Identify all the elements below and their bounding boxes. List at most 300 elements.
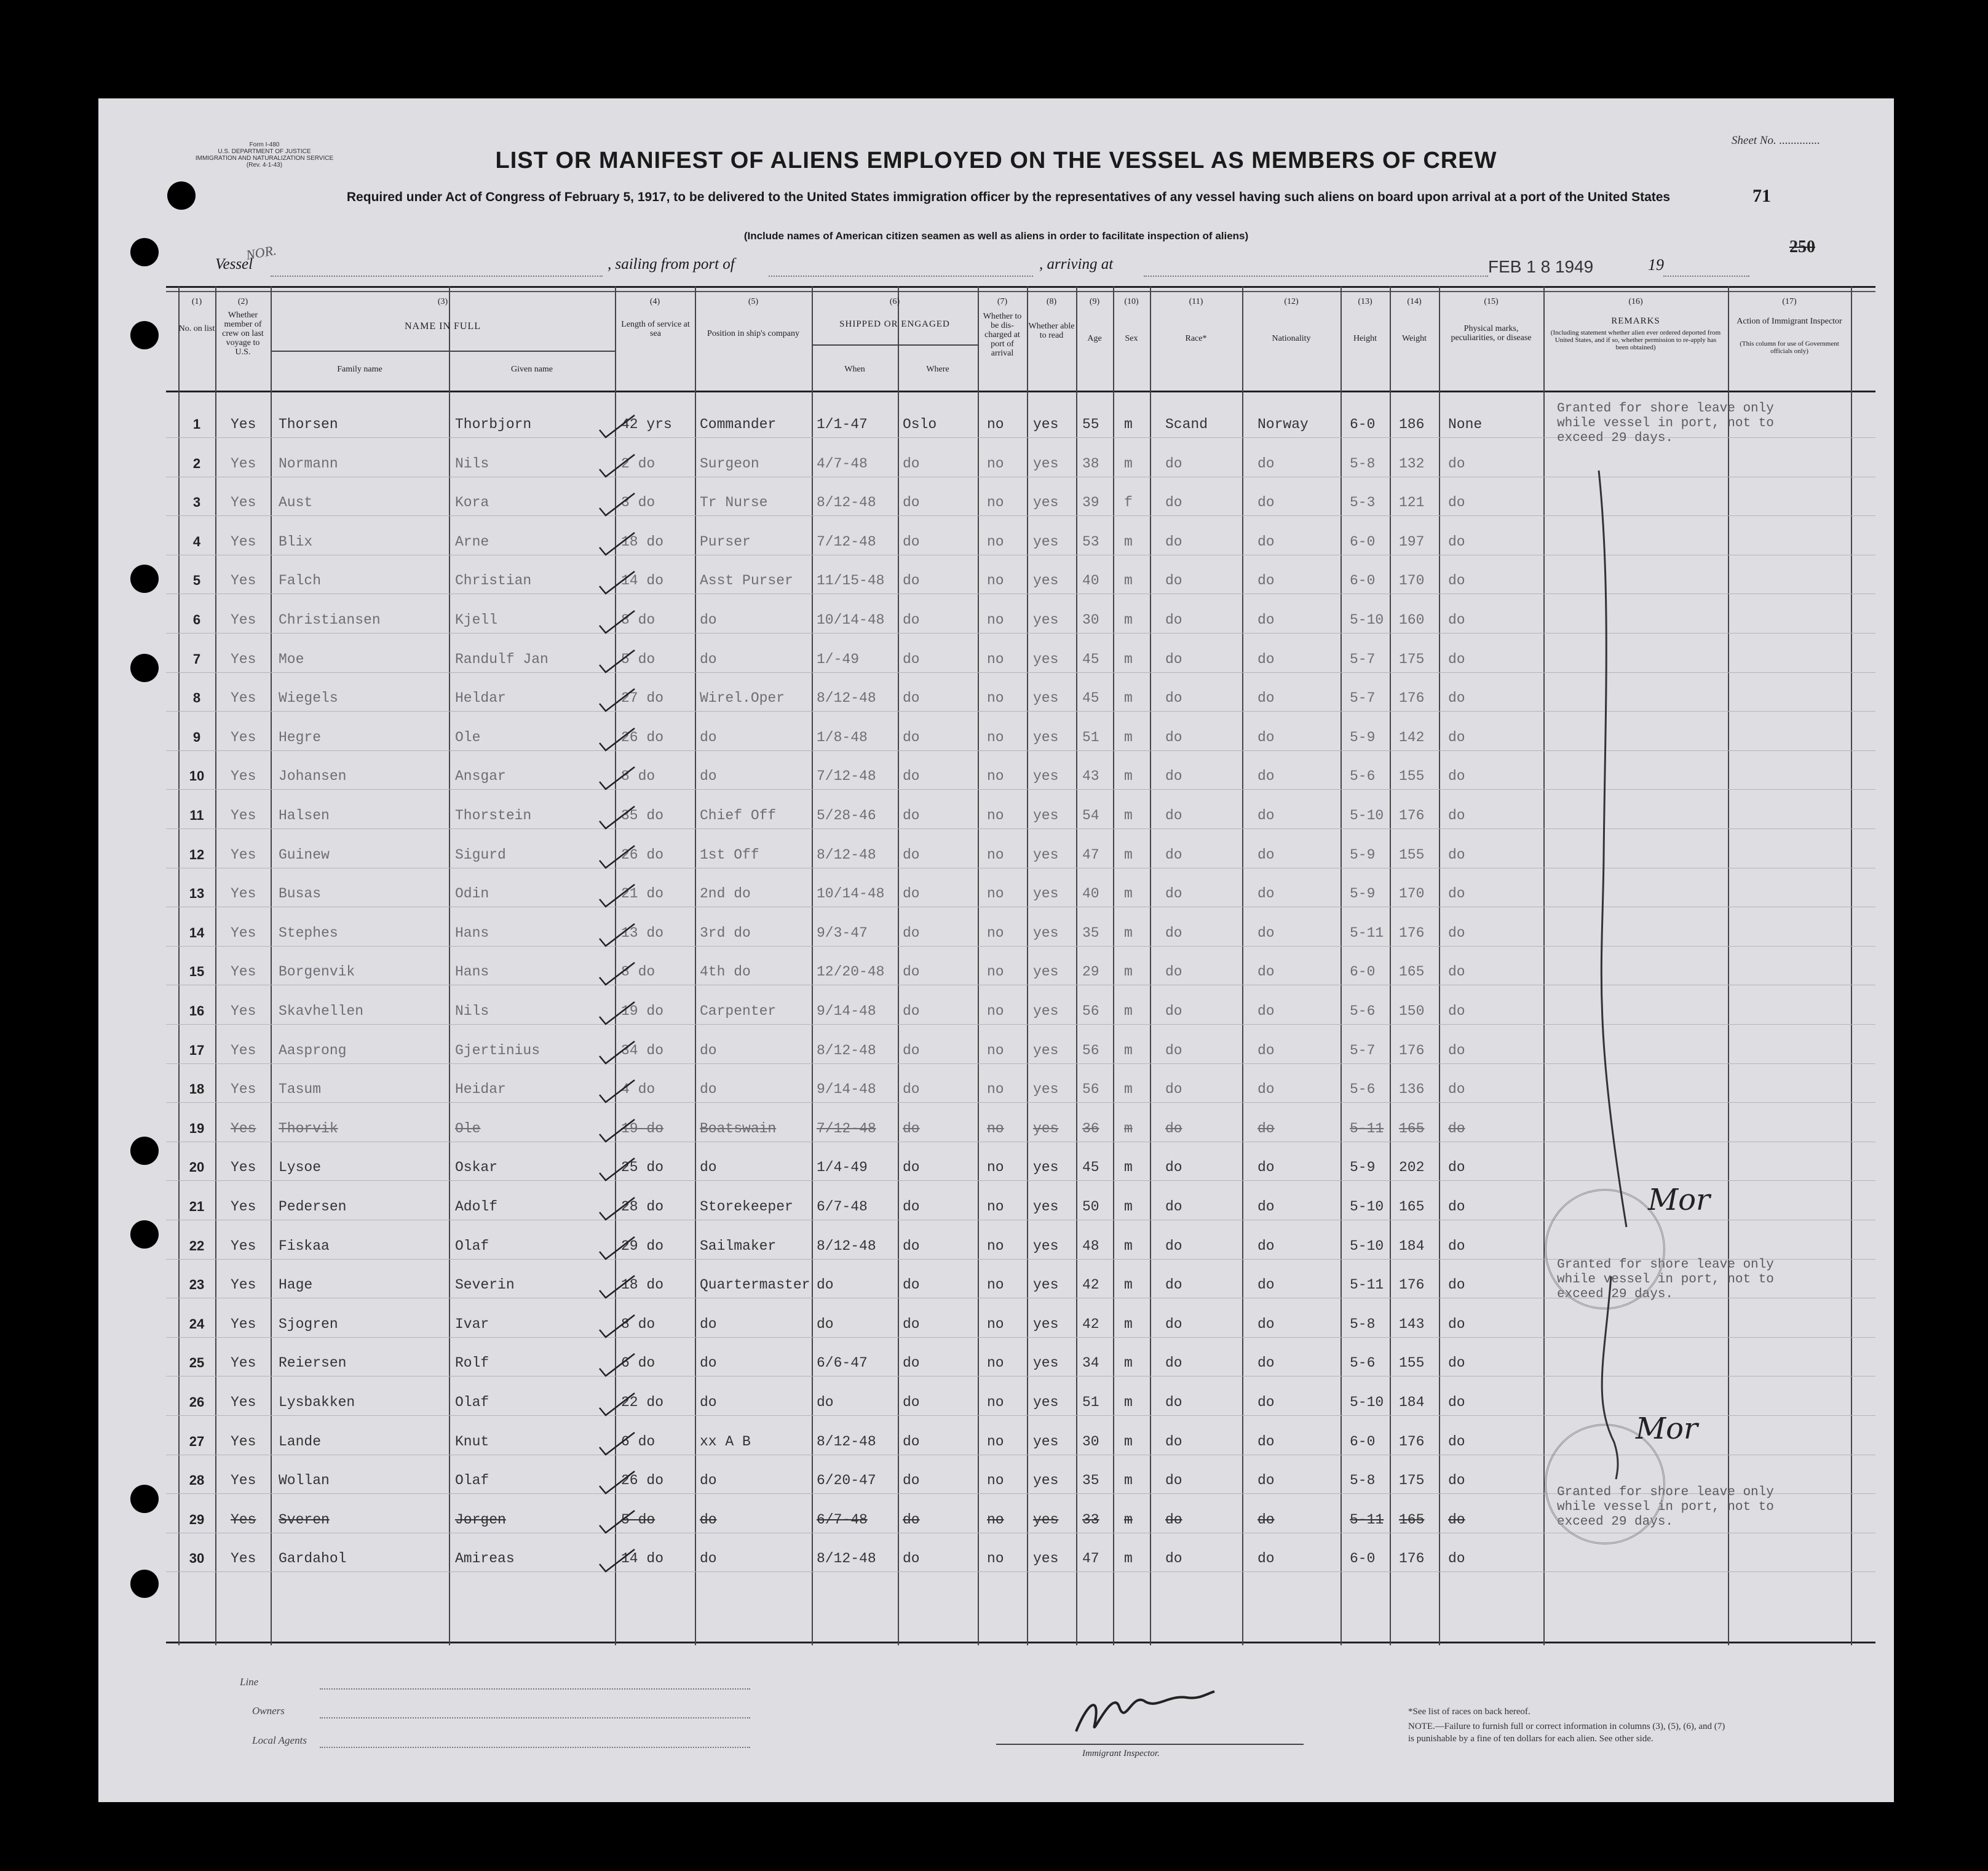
remark-shore-leave-1: Granted for shore leave only while vessel in port, not to exceed 29 days. xyxy=(1557,402,1774,445)
nationality-cell: do xyxy=(1257,533,1275,550)
where-cell: do xyxy=(903,729,920,745)
when-cell: 8/12-48 xyxy=(817,1042,876,1059)
weight-cell: 165 xyxy=(1399,1120,1425,1137)
sex-cell: m xyxy=(1124,729,1133,745)
where-cell: do xyxy=(903,1511,920,1528)
date-stamp: FEB 1 8 1949 xyxy=(1488,257,1594,276)
height-cell: 5-8 xyxy=(1350,455,1376,472)
nationality-cell: do xyxy=(1257,768,1275,785)
check-mark xyxy=(596,607,640,638)
race-cell: do xyxy=(1165,1081,1182,1098)
check-mark xyxy=(596,763,640,794)
row-number: 20 xyxy=(189,1159,205,1175)
length-service-cell: 4 do xyxy=(621,1081,655,1098)
able-read-cell: yes xyxy=(1033,455,1059,472)
when-cell: 11/15-48 xyxy=(817,573,885,589)
able-read-cell: yes xyxy=(1033,1394,1059,1410)
age-cell: 51 xyxy=(1082,1394,1099,1410)
sex-cell: m xyxy=(1124,416,1133,432)
check-mark xyxy=(596,1116,640,1146)
family-name-cell: Hegre xyxy=(279,729,322,745)
family-name-cell: Johansen xyxy=(279,768,347,785)
able-read-cell: yes xyxy=(1033,1355,1059,1372)
column-rule xyxy=(1242,286,1243,1645)
row-number: 25 xyxy=(189,1355,205,1371)
col-num-1: (1) xyxy=(191,297,202,306)
when-cell: do xyxy=(817,1394,834,1410)
height-cell: 6-0 xyxy=(1350,1551,1376,1567)
weight-cell: 175 xyxy=(1399,1472,1425,1489)
row-number: 7 xyxy=(192,651,201,667)
required-statement: Required under Act of Congress of February 5, 1917, to be delivered to the United States immigration officer by the representatives of any vessel having such aliens on board upon arrival at a port of the United States xyxy=(346,190,1671,204)
row-number: 22 xyxy=(189,1237,205,1253)
given-name-cell: Jorgen xyxy=(455,1511,506,1528)
height-cell: 5-11 xyxy=(1350,1277,1384,1293)
age-cell: 30 xyxy=(1082,1433,1099,1450)
length-service-cell: 28 do xyxy=(621,1199,664,1215)
where-cell: do xyxy=(903,1159,920,1176)
row-number: 29 xyxy=(189,1511,205,1527)
where-cell: do xyxy=(903,1003,920,1019)
age-cell: 39 xyxy=(1082,495,1099,511)
given-name-cell: Ole xyxy=(455,1120,481,1137)
able-read-cell: yes xyxy=(1033,651,1059,667)
given-name-cell: Gjertinius xyxy=(455,1042,541,1059)
age-cell: 38 xyxy=(1082,455,1099,472)
member-cell: Yes xyxy=(231,1042,256,1059)
row-number: 21 xyxy=(189,1199,205,1214)
col-num-15: (15) xyxy=(1484,297,1499,306)
row-number: 28 xyxy=(189,1472,205,1488)
weight-cell: 176 xyxy=(1399,1551,1425,1567)
arriving-label: , arriving at xyxy=(1039,256,1114,272)
sex-cell: m xyxy=(1124,690,1133,707)
member-cell: Yes xyxy=(231,1120,256,1137)
nationality-cell: do xyxy=(1257,924,1275,941)
member-cell: Yes xyxy=(231,1472,256,1489)
check-mark xyxy=(596,568,640,598)
nationality-cell: do xyxy=(1257,1277,1275,1293)
where-cell: do xyxy=(903,1237,920,1254)
able-read-cell: yes xyxy=(1033,1003,1059,1019)
where-cell: do xyxy=(903,1551,920,1567)
discharged-cell: no xyxy=(987,1433,1004,1450)
punch-hole xyxy=(130,321,159,349)
family-name-cell: Reiersen xyxy=(279,1355,347,1372)
able-read-cell: yes xyxy=(1033,573,1059,589)
nationality-cell: do xyxy=(1257,846,1275,863)
discharged-cell: no xyxy=(987,495,1004,511)
able-read-cell: yes xyxy=(1033,612,1059,628)
able-read-cell: yes xyxy=(1033,1433,1059,1450)
height-cell: 5-8 xyxy=(1350,1472,1376,1489)
able-read-cell: yes xyxy=(1033,495,1059,511)
given-name-cell: Randulf Jan xyxy=(455,651,548,667)
nationality-cell: do xyxy=(1257,1511,1275,1528)
nationality-cell: do xyxy=(1257,1394,1275,1410)
discharged-cell: no xyxy=(987,886,1004,902)
length-service-cell: 19 do xyxy=(621,1003,664,1019)
sex-cell: m xyxy=(1124,1081,1133,1098)
hdr-member-last-voyage: Whether member of crew on last voyage to U.S. xyxy=(222,311,264,357)
position-cell: 1st Off xyxy=(700,846,759,863)
hdr-discharged: Whether to be dis-charged at port of arrival xyxy=(983,312,1022,358)
row-number: 13 xyxy=(189,886,205,902)
discharged-cell: no xyxy=(987,1511,1004,1528)
physical-cell: do xyxy=(1448,964,1465,980)
given-name-cell: Arne xyxy=(455,533,489,550)
check-mark xyxy=(596,803,640,833)
sex-cell: m xyxy=(1124,1316,1133,1332)
family-name-cell: Wiegels xyxy=(279,690,338,707)
footer-line-rule xyxy=(320,1688,750,1690)
page-number: 71 xyxy=(1752,186,1771,206)
where-cell: do xyxy=(903,846,920,863)
able-read-cell: yes xyxy=(1033,1551,1059,1567)
where-cell: do xyxy=(903,924,920,941)
sex-cell: m xyxy=(1124,964,1133,980)
when-cell: 1/-49 xyxy=(817,651,860,667)
height-cell: 5-3 xyxy=(1350,495,1376,511)
physical-cell: do xyxy=(1448,1355,1465,1372)
age-cell: 56 xyxy=(1082,1081,1099,1098)
crew-table xyxy=(166,286,1875,1645)
nationality-cell: do xyxy=(1257,1042,1275,1059)
when-cell: do xyxy=(817,1277,834,1293)
height-cell: 5-7 xyxy=(1350,1042,1376,1059)
physical-cell: do xyxy=(1448,729,1465,745)
shipped-subdivider xyxy=(812,344,978,346)
discharged-cell: no xyxy=(987,1472,1004,1489)
given-name-cell: Olaf xyxy=(455,1472,489,1489)
family-name-cell: Lysoe xyxy=(279,1159,322,1176)
when-cell: 4/7-48 xyxy=(817,455,868,472)
height-cell: 5-11 xyxy=(1350,1511,1384,1528)
include-note: (Include names of American citizen seamen as well as aliens in order to facilitate inspection of aliens) xyxy=(743,230,1249,242)
race-cell: do xyxy=(1165,612,1182,628)
punch-hole xyxy=(130,565,159,593)
column-rule xyxy=(1390,286,1391,1645)
hdr-length-service: Length of service at sea xyxy=(621,320,690,338)
age-cell: 45 xyxy=(1082,690,1099,707)
column-rule xyxy=(812,286,813,1645)
family-name-cell: Falch xyxy=(279,573,322,589)
nationality-cell: do xyxy=(1257,964,1275,980)
race-cell: do xyxy=(1165,455,1182,472)
discharged-cell: no xyxy=(987,729,1004,745)
weight-cell: 197 xyxy=(1399,533,1425,550)
remark-shore-leave-2: Granted for shore leave only while vessel in port, not to exceed 29 days. xyxy=(1557,1258,1774,1301)
family-name-cell: Skavhellen xyxy=(279,1003,364,1019)
family-name-cell: Tasum xyxy=(279,1081,322,1098)
member-cell: Yes xyxy=(231,768,256,785)
position-cell: do xyxy=(700,729,717,745)
family-name-cell: Blix xyxy=(279,533,313,550)
position-cell: 4th do xyxy=(700,964,751,980)
nationality-cell: Norway xyxy=(1257,416,1309,432)
discharged-cell: no xyxy=(987,768,1004,785)
height-cell: 5-6 xyxy=(1350,1081,1376,1098)
given-name-cell: Rolf xyxy=(455,1355,489,1372)
length-service-cell: 2 do xyxy=(621,455,655,472)
sex-cell: m xyxy=(1124,1355,1133,1372)
when-cell: 8/12-48 xyxy=(817,1433,876,1450)
row-number: 15 xyxy=(189,964,205,980)
column-rule xyxy=(1027,286,1028,1645)
member-cell: Yes xyxy=(231,1237,256,1254)
able-read-cell: yes xyxy=(1033,729,1059,745)
where-cell: do xyxy=(903,612,920,628)
discharged-cell: no xyxy=(987,573,1004,589)
column-rule xyxy=(271,286,272,1645)
member-cell: Yes xyxy=(231,1081,256,1098)
when-cell: 5/28-46 xyxy=(817,808,876,824)
length-service-cell: 21 do xyxy=(621,886,664,902)
discharged-cell: no xyxy=(987,1120,1004,1137)
able-read-cell: yes xyxy=(1033,1316,1059,1332)
check-mark xyxy=(596,725,640,755)
height-cell: 5-11 xyxy=(1350,924,1384,941)
length-service-cell: 42 yrs xyxy=(621,416,672,432)
where-cell: do xyxy=(903,651,920,667)
age-cell: 47 xyxy=(1082,1551,1099,1567)
physical-cell: do xyxy=(1448,768,1465,785)
col-num-7: (7) xyxy=(997,297,1008,306)
physical-cell: do xyxy=(1448,1277,1465,1293)
race-cell: do xyxy=(1165,808,1182,824)
discharged-cell: no xyxy=(987,1316,1004,1332)
position-cell: do xyxy=(700,1551,717,1567)
physical-cell: do xyxy=(1448,455,1465,472)
age-cell: 55 xyxy=(1082,416,1099,432)
punch-hole xyxy=(130,1220,159,1249)
nationality-cell: do xyxy=(1257,455,1275,472)
length-service-cell: 35 do xyxy=(621,808,664,824)
given-name-cell: Olaf xyxy=(455,1394,489,1410)
length-service-cell: 3 do xyxy=(621,495,655,511)
hdr-position: Position in ship's company xyxy=(707,329,799,338)
physical-cell: do xyxy=(1448,1316,1465,1332)
sex-cell: m xyxy=(1124,808,1133,824)
punch-hole xyxy=(130,238,159,266)
hdr-nationality: Nationality xyxy=(1272,334,1311,343)
height-cell: 5-9 xyxy=(1350,886,1376,902)
given-name-cell: Thorbjorn xyxy=(455,416,532,432)
given-name-cell: Hans xyxy=(455,924,489,941)
table-top-border xyxy=(166,286,1875,288)
column-rule xyxy=(449,286,450,1645)
able-read-cell: yes xyxy=(1033,846,1059,863)
position-cell: do xyxy=(700,1394,717,1410)
hdr-no-on-list: No. on list xyxy=(178,324,215,333)
discharged-cell: no xyxy=(987,455,1004,472)
member-cell: Yes xyxy=(231,612,256,628)
when-cell: 7/12-48 xyxy=(817,768,876,785)
physical-cell: do xyxy=(1448,1003,1465,1019)
nationality-cell: do xyxy=(1257,1551,1275,1567)
where-cell: do xyxy=(903,690,920,707)
given-name-cell: Ansgar xyxy=(455,768,506,785)
row-number: 19 xyxy=(189,1120,205,1136)
age-cell: 51 xyxy=(1082,729,1099,745)
nationality-cell: do xyxy=(1257,612,1275,628)
physical-cell: do xyxy=(1448,1433,1465,1450)
given-name-cell: Amireas xyxy=(455,1551,515,1567)
sex-cell: m xyxy=(1124,455,1133,472)
race-cell: do xyxy=(1165,1551,1182,1567)
family-name-cell: Normann xyxy=(279,455,338,472)
weight-cell: 176 xyxy=(1399,1433,1425,1450)
able-read-cell: yes xyxy=(1033,1042,1059,1059)
age-cell: 45 xyxy=(1082,1159,1099,1176)
when-cell: 12/20-48 xyxy=(817,964,885,980)
row-number: 1 xyxy=(192,416,201,432)
manifest-sheet xyxy=(98,98,1894,1802)
punch-hole xyxy=(130,1570,159,1598)
able-read-cell: yes xyxy=(1033,1120,1059,1137)
position-cell: Storekeeper xyxy=(700,1199,793,1215)
col-num-17: (17) xyxy=(1782,297,1797,306)
family-name-cell: Wollan xyxy=(279,1472,330,1489)
row-number: 24 xyxy=(189,1316,205,1332)
check-mark xyxy=(596,1429,640,1460)
when-cell: 1/8-48 xyxy=(817,729,868,745)
when-cell: 1/4-49 xyxy=(817,1159,868,1176)
given-name-cell: Kjell xyxy=(455,612,498,628)
nationality-cell: do xyxy=(1257,729,1275,745)
col-num-11: (11) xyxy=(1189,297,1203,306)
family-name-cell: Sveren xyxy=(279,1511,330,1528)
height-cell: 5-9 xyxy=(1350,729,1376,745)
row-number: 5 xyxy=(192,573,201,589)
height-cell: 5-6 xyxy=(1350,1003,1376,1019)
weight-cell: 184 xyxy=(1399,1394,1425,1410)
race-cell: do xyxy=(1165,886,1182,902)
age-cell: 54 xyxy=(1082,808,1099,824)
check-mark xyxy=(596,451,640,482)
where-cell: do xyxy=(903,1394,920,1410)
row-number: 23 xyxy=(189,1277,205,1293)
sex-cell: m xyxy=(1124,1003,1133,1019)
race-cell: do xyxy=(1165,1120,1182,1137)
height-cell: 6-0 xyxy=(1350,964,1376,980)
height-cell: 5-7 xyxy=(1350,690,1376,707)
row-number: 10 xyxy=(189,768,205,784)
physical-cell: do xyxy=(1448,612,1465,628)
row-number: 2 xyxy=(192,455,201,471)
age-cell: 42 xyxy=(1082,1316,1099,1332)
column-rule xyxy=(695,286,696,1645)
member-cell: Yes xyxy=(231,729,256,745)
hdr-race: Race* xyxy=(1185,334,1207,343)
height-cell: 6-0 xyxy=(1350,573,1376,589)
member-cell: Yes xyxy=(231,1277,256,1293)
height-cell: 5-10 xyxy=(1350,612,1384,628)
able-read-cell: yes xyxy=(1033,768,1059,785)
check-mark xyxy=(596,1507,640,1538)
inspector-initials: Mor xyxy=(1648,1183,1710,1217)
punch-hole xyxy=(130,1137,159,1165)
weight-cell: 165 xyxy=(1399,1199,1425,1215)
nationality-cell: do xyxy=(1257,1237,1275,1254)
length-service-cell: 22 do xyxy=(621,1394,664,1410)
member-cell: Yes xyxy=(231,808,256,824)
check-mark xyxy=(596,1350,640,1381)
age-cell: 56 xyxy=(1082,1042,1099,1059)
physical-cell: do xyxy=(1448,1394,1465,1410)
row-number: 17 xyxy=(189,1042,205,1058)
when-cell: 8/12-48 xyxy=(817,846,876,863)
where-cell: do xyxy=(903,1472,920,1489)
where-cell: do xyxy=(903,1277,920,1293)
row-number: 18 xyxy=(189,1081,205,1097)
when-cell: 7/12-48 xyxy=(817,1120,876,1137)
table-top-border-inner xyxy=(166,291,1875,292)
able-read-cell: yes xyxy=(1033,1511,1059,1528)
where-cell: do xyxy=(903,1199,920,1215)
footer-owners-rule xyxy=(320,1717,750,1718)
column-rule xyxy=(1543,286,1545,1645)
col-num-2: (2) xyxy=(237,297,248,306)
when-cell: 9/14-48 xyxy=(817,1003,876,1019)
check-mark xyxy=(596,490,640,520)
check-mark xyxy=(596,1546,640,1576)
sex-cell: m xyxy=(1124,1120,1133,1137)
weight-cell: 176 xyxy=(1399,1277,1425,1293)
length-service-cell: 26 do xyxy=(621,729,664,745)
hdr-action: Action of Immigrant Inspector xyxy=(1737,317,1842,326)
family-name-cell: Borgenvik xyxy=(279,964,355,980)
when-cell: 8/12-48 xyxy=(817,1237,876,1254)
member-cell: Yes xyxy=(231,1433,256,1450)
family-name-cell: Hage xyxy=(279,1277,313,1293)
port-line xyxy=(769,276,1033,277)
sex-cell: m xyxy=(1124,1472,1133,1489)
check-mark xyxy=(596,1076,640,1107)
discharged-cell: no xyxy=(987,416,1004,432)
remarks-ditto-brace xyxy=(1568,464,1642,1479)
weight-cell: 176 xyxy=(1399,924,1425,941)
where-cell: do xyxy=(903,886,920,902)
discharged-cell: no xyxy=(987,612,1004,628)
check-mark xyxy=(596,881,640,912)
family-name-cell: Gardahol xyxy=(279,1551,347,1567)
where-cell: do xyxy=(903,495,920,511)
inspector-signature-line xyxy=(996,1744,1304,1745)
length-service-cell: 18 do xyxy=(621,533,664,550)
length-service-cell: 25 do xyxy=(621,1159,664,1176)
family-name-cell: Halsen xyxy=(279,808,330,824)
age-cell: 40 xyxy=(1082,886,1099,902)
footer-line-label: Line xyxy=(240,1676,259,1688)
physical-cell: do xyxy=(1448,1042,1465,1059)
position-cell: do xyxy=(700,1355,717,1372)
age-cell: 43 xyxy=(1082,768,1099,785)
weight-cell: 176 xyxy=(1399,808,1425,824)
column-rule xyxy=(1150,286,1151,1645)
where-cell: do xyxy=(903,573,920,589)
position-cell: Asst Purser xyxy=(700,573,793,589)
race-cell: Scand xyxy=(1165,416,1208,432)
position-cell: Commander xyxy=(700,416,777,432)
able-read-cell: yes xyxy=(1033,1277,1059,1293)
physical-cell: do xyxy=(1448,1120,1465,1137)
weight-cell: 155 xyxy=(1399,768,1425,785)
position-cell: Carpenter xyxy=(700,1003,777,1019)
row-number: 27 xyxy=(189,1433,205,1449)
col-num-14: (14) xyxy=(1407,297,1422,306)
age-cell: 33 xyxy=(1082,1511,1099,1528)
